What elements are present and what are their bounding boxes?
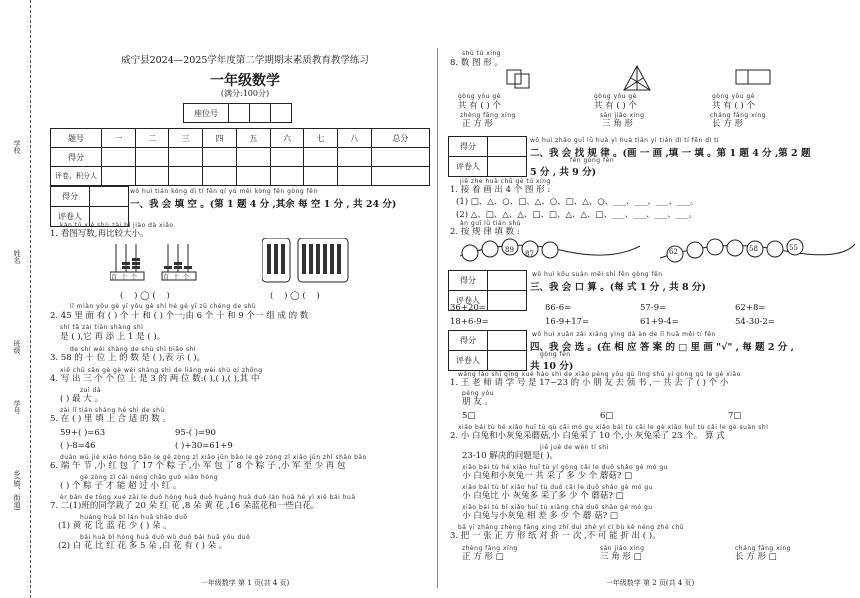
question-4: 4. 写 出 三 个 个 位 上 是 3 的 两 位 数:( ),( ),( ),其 中 [50,374,260,384]
score-table-header [51,129,430,148]
score-label: 得分 [449,137,488,157]
row-label: 评卷、积分人 [51,167,102,186]
pinyin: gòng yǒu gè [458,93,501,100]
pinyin: jiē zhe huà chū gè tú xíng [460,178,551,185]
question-6-cont: ( ) 个 粽 子 才 能 超 过 小 红 。 [60,481,182,491]
score-cell[interactable] [338,167,372,186]
score-cell[interactable] [169,167,203,186]
grader-cell[interactable] [488,157,527,177]
score-cell[interactable] [135,148,169,167]
place-label: 个 [131,274,142,281]
student-number-label: 学号 [13,400,21,414]
mental-math-item[interactable]: 36+20= [450,303,486,313]
counting-blocks [262,238,352,288]
question-7-2: (2) 白 花 比 红 花 多 5 朵 ,白 花 有 ( ) 朵 。 [58,541,228,551]
section-2-title-cont: 5 分 , 共 9 分) [530,167,597,178]
header-cell: 二 [135,129,169,148]
choice-7[interactable]: 7□ [728,411,742,421]
header-cell: 五 [236,129,270,148]
seat-label: 座位号 [184,104,229,123]
pinyin: bái huā bǐ hóng huā duō wǔ duǒ bái huā yǒu duǒ [80,534,251,541]
s4-question-3: 3. 把 一 张 正 方 形 纸 对 折 一 次 ,不 可 能 折 出 ( )。 [450,531,661,541]
question-8: 8. 数 图 形 。 [450,58,503,68]
compare-blank-1[interactable]: ( ) ◯ ( ) [120,291,170,301]
fill-item[interactable]: 59+( )=63 [60,428,106,438]
pinyin: xiǎo bái tù hé xiǎo huī tù yí gòng cǎi le duō shǎo gè mó gu [462,464,668,471]
section-4-title: 四、我 会 选 。(在 相 应 答 案 的 □ 里 画 "√" , 每 题 2 分 , [530,342,794,353]
exam-title: 威宁县2024—2025学年度第二学期期末素质教育教学练习 [121,55,369,66]
score-label: 得分 [51,187,90,207]
score-cell[interactable] [102,167,136,186]
place-label: 十 [173,274,184,281]
school-label: 学校 [13,140,21,154]
mental-math-item[interactable]: 18+6-9= [450,317,489,327]
row-label: 得分 [51,148,102,167]
header-cell: 六 [270,129,304,148]
shape-label: 正 方 形 [462,119,493,129]
mental-math-item[interactable]: 16-9+17= [545,317,590,327]
squares-figure [505,66,535,90]
pinyin: wǒ huì kǒu suàn měi shì fēn gòng fēn [532,271,663,278]
score-cell[interactable] [203,167,237,186]
mental-math-item[interactable]: 62+8= [735,303,766,313]
score-cell[interactable] [135,167,169,186]
pinyin: duān wǔ jié xiǎo hóng bāo le gè zòng zǐ xiǎo jūn bāo le gè zòng zǐ xiǎo jūn zhǐ shǎo bāo [60,454,367,461]
pinyin: xiě chū sān gè gè wèi shàng shì de liǎng wèi shù qí zhōng [60,367,263,374]
question-7-1: (1) 黄 花 比 蓝 花 少 ( ) 朵 。 [58,521,172,531]
township-label: 乡(镇、街道) [13,470,21,511]
question-6: 6. 端 午 节 ,小 红 包 了 17 个 粽 子 ,小 军 包 了 8 个 粽 子 ,小 军 至 少 再 包 [50,461,346,471]
pinyin: shì tā zài tiān shàng shì [60,324,144,331]
bead-55: 55 [789,244,798,252]
pinyin: xiǎo bái tù hé xiǎo huī tù qù cǎi mó gu xiǎo bái tù cǎi le gè xiǎo huī tù cǎi le gè suàn shì [458,424,769,431]
name-label: 姓名 [13,250,21,264]
choice-triangle[interactable]: 三 角 形 □ [600,552,642,562]
pinyin: zuì dà [80,387,102,394]
class-label: 班级 [13,340,21,354]
sec2-score-box [448,136,527,177]
pinyin: fēn gòng fēn [570,157,615,164]
header-cell: 七 [304,129,338,148]
place-label: 十 [121,274,132,281]
shape-label: 长 方 形 [712,119,743,129]
rectangles-figure [734,68,774,88]
header-cell: 总分 [371,129,429,148]
score-label: 得分 [449,331,488,351]
section-3-title: 三、我 会 口 算 。(每 式 1 分 , 共 8 分) [530,282,706,293]
pinyin: zhèng fāng xíng [462,545,518,552]
score-cell[interactable] [270,167,304,186]
shape-label: 三 角 形 [602,119,633,129]
choice-square[interactable]: 正 方 形 □ [462,552,504,562]
fill-item[interactable]: ( )+30=61+9 [175,441,233,451]
s4-question-2: 2. 小 白兔和小灰兔采蘑菇,小 白兔采了 10 个,小 灰兔采了 23 个。 算 式 [450,431,725,441]
grader-label: 评卷人 [51,207,90,227]
pinyin: sān jiǎo xíng [600,545,645,552]
question-3: 3. 58 的 十 位 上 的 数 是 ( ),表 示 ( )。 [50,353,206,363]
question-1: 1. 看图写数,再比较大小。 [50,229,149,239]
full-score: (满分:100分) [220,89,270,98]
question-7: 7. 二(1)班的同学栽了 20 朵 红 花 ,8 朵 黄 花 ,16 朵蓝花和一些白花。 [50,501,320,511]
score-cell[interactable] [338,148,372,167]
pinyin: cháng fāng xíng [710,112,766,119]
score-cell[interactable] [236,148,270,167]
pattern-sequence-1[interactable]: (1) □、△、○、□、△、○、□、△、○、___、___、___、___。 [456,197,699,207]
compare-blank-2[interactable]: ( ) ◯ ( ) [270,291,320,301]
pinyin: péng yǒu [462,390,495,397]
subject-title: 一年级数学 [210,73,280,89]
question-2: 2. 45 里 面 有 ( ) 个 十 和 ( ) 个一;由 6 个 十 和 9 个一 组 成 的 数 [50,311,309,321]
pinyin: lǐ miàn yǒu gè yī yǒu gè shí hé gè yī zǔ chéng de shù [70,303,257,310]
question-2-cont: 是 ( ),它 再 添 上 1 是 ( )。 [60,332,166,342]
score-cell[interactable] [371,167,429,186]
score-cell[interactable] [236,167,270,186]
binding-gutter [0,0,40,598]
page-footer: 一年级数学 第 1 页(共 4 页) [200,579,290,587]
pinyin: de shí wèi shàng de shù shì biǎo shì [70,346,197,353]
grader-cell[interactable] [488,351,527,371]
pinyin: shǔ tú xíng [462,50,502,57]
score-cell[interactable] [371,148,429,167]
header-cell: 一 [102,129,136,148]
question-4-cont: ( ) 最 大 。 [60,394,103,404]
grader-row [51,167,430,186]
pinyin: gòng yǒu gè [594,93,637,100]
pinyin: wáng lǎo shī qǐng xué hào shì de xiǎo péng yǒu qù lǐng shū yí gòng qù le gè xiǎo [458,371,741,378]
score-cell[interactable] [90,187,129,207]
pinyin: zài lǐ tián shàng hé shì de shù [60,407,165,414]
score-row [51,148,430,167]
pinyin: zhèng fāng xíng [460,112,516,119]
bead-strings [460,238,860,268]
score-cell[interactable] [488,331,527,351]
s4-question-1: 1. 王 老 师 请 学 号 是 17~23 的 小 朋 友 去 领 书 ,一 共 去 了 ( ) 个 小 [450,378,729,388]
count-rectangles[interactable]: 共 有 ( ) 个 [712,101,755,111]
pinyin: gòng fēn [540,351,571,358]
pinyin: àn guī lǜ tián shù [460,220,522,227]
score-cell[interactable] [270,148,304,167]
bead-58: 58 [749,245,758,253]
choice-6[interactable]: 6□ [600,411,614,421]
pinyin: gòng yǒu gè [712,93,755,100]
pinyin: xiǎo bái tù bǐ xiǎo huī tù duō cǎi le duō shǎo gè mó gu [462,484,654,491]
choice-rectangle[interactable]: 长 方 形 □ [735,552,777,562]
grader-label: 评卷人 [449,291,488,311]
score-cell[interactable] [488,271,527,291]
score-cell[interactable] [488,137,527,157]
score-label: 得分 [449,271,488,291]
section-1-title: 一、我 会 填 空 。(第 1 题 4 分 ,其余 每 空 1 分 , 共 24 分) [130,199,397,210]
score-cell[interactable] [304,167,338,186]
count-triangles[interactable]: 共 有 ( ) 个 [594,101,637,111]
seat-cell[interactable] [229,104,250,123]
seat-cell[interactable] [271,104,292,123]
pinyin: sān jiǎo xíng [600,112,645,119]
bead-87: 87 [525,250,534,258]
mental-math-item[interactable]: 61+9-4= [640,317,679,327]
mental-math-item[interactable]: 54-30-2= [735,317,775,327]
header-cell: 题号 [51,129,102,148]
place-label: 百 [163,274,174,281]
abacus-1-labels [111,272,141,281]
score-table [50,128,430,186]
pinyin: huáng huā bǐ lán huā shǎo duǒ [80,514,188,521]
question-5: 5. 在 ( ) 里 填 上 合 适 的 数 。 [50,414,171,424]
section-4-title-cont: 共 10 分) [530,361,574,372]
choice-more[interactable]: 小 白兔比 小 灰兔多 采了多 少 个 蘑菇? □ [462,491,624,501]
mental-math-item[interactable]: 57-9= [640,303,667,313]
score-cell[interactable] [102,148,136,167]
score-cell[interactable] [169,148,203,167]
pinyin: èr bān de tóng xué zāi le duǒ hóng huā duǒ huáng huā duǒ lán huā hé yì xiē bái huā [60,494,356,501]
header-cell: 八 [338,129,372,148]
pattern-sequence-2[interactable]: (2) △、□、△、△、□、□、△、△、□、___、___、___、___。 [456,210,698,220]
s4-question-2-cont: 23-10 解决的问题是( )。 [462,451,559,461]
page-divider [437,48,438,588]
section-2-title: 二、我 会 找 规 律 。(画 一 画 ,填 一 填 。第 1 题 4 分 ,第 2 题 [530,148,811,159]
fill-item[interactable]: ( )-8=46 [60,441,96,451]
grader-label: 评卷人 [449,351,488,371]
grader-cell[interactable] [488,291,527,311]
bead-89: 89 [505,246,514,254]
s4-question-1-cont: 朋 友 。 [462,397,493,407]
pinyin: jiě jué de wèn tí shì [540,444,609,451]
pinyin: xiǎo bái tù bǐ xiǎo huī tù xiāng chà duō shǎo gè mó gu [462,504,653,511]
score-cell[interactable] [304,148,338,167]
pinyin: kàn tú xiě shù zài bǐ jiào dà xiǎo [60,222,174,229]
choice-5[interactable]: 5□ [462,411,476,421]
pinyin: gè zòng zǐ cái néng chāo guò xiǎo hóng [80,474,219,481]
seat-cell[interactable] [250,104,271,123]
seat-number-box [183,103,292,123]
pinyin: bǎ yì zhāng zhèng fāng xíng zhǐ duì zhé yí cì bù kě néng zhé chū [458,524,684,531]
s2-question-2: 2. 按 规 律 填 数 : [450,227,520,237]
bead-62: 62 [669,248,678,256]
page-footer: 一年级数学 第 2 页(共 4 页) [605,579,695,587]
triangles-figure [622,64,652,92]
pinyin: wǒ huì zhǎo guī lǜ huà yì huà tián yi tián dì tí fēn dì tí [530,137,720,144]
pinyin: wǒ huì tián kòng dì tí fēn qí yú měi kòng fēn gòng fēn [130,188,318,195]
mental-math-item[interactable]: 86-6= [545,303,572,313]
s2-question-1: 1. 接 着 画 出 4 个 图 形 : [450,185,551,195]
place-label: 百 [111,274,122,281]
header-cell: 三 [169,129,203,148]
pinyin: cháng fāng xíng [735,545,791,552]
header-cell: 四 [203,129,237,148]
sec1-score-box [50,186,129,227]
place-label: 个 [183,274,194,281]
grader-label: 评卷人 [449,157,488,177]
fill-item[interactable]: 95-( )=90 [175,428,216,438]
choice-difference[interactable]: 小 白兔与小灰兔 相 差 多 少 个 蘑 菇? □ [462,511,618,521]
score-cell[interactable] [203,148,237,167]
pinyin: wǒ huì xuǎn zài xiāng yìng dá àn de lǐ huà měi tí fēn [532,331,716,338]
count-squares[interactable]: 共 有 ( ) 个 [458,101,501,111]
cut-line [30,0,31,598]
choice-total[interactable]: 小 白兔和小灰兔一 共 采了 多 少 个 蘑菇? □ [462,471,633,481]
sec4-score-box [448,330,527,371]
abacus-2-labels [163,272,193,281]
